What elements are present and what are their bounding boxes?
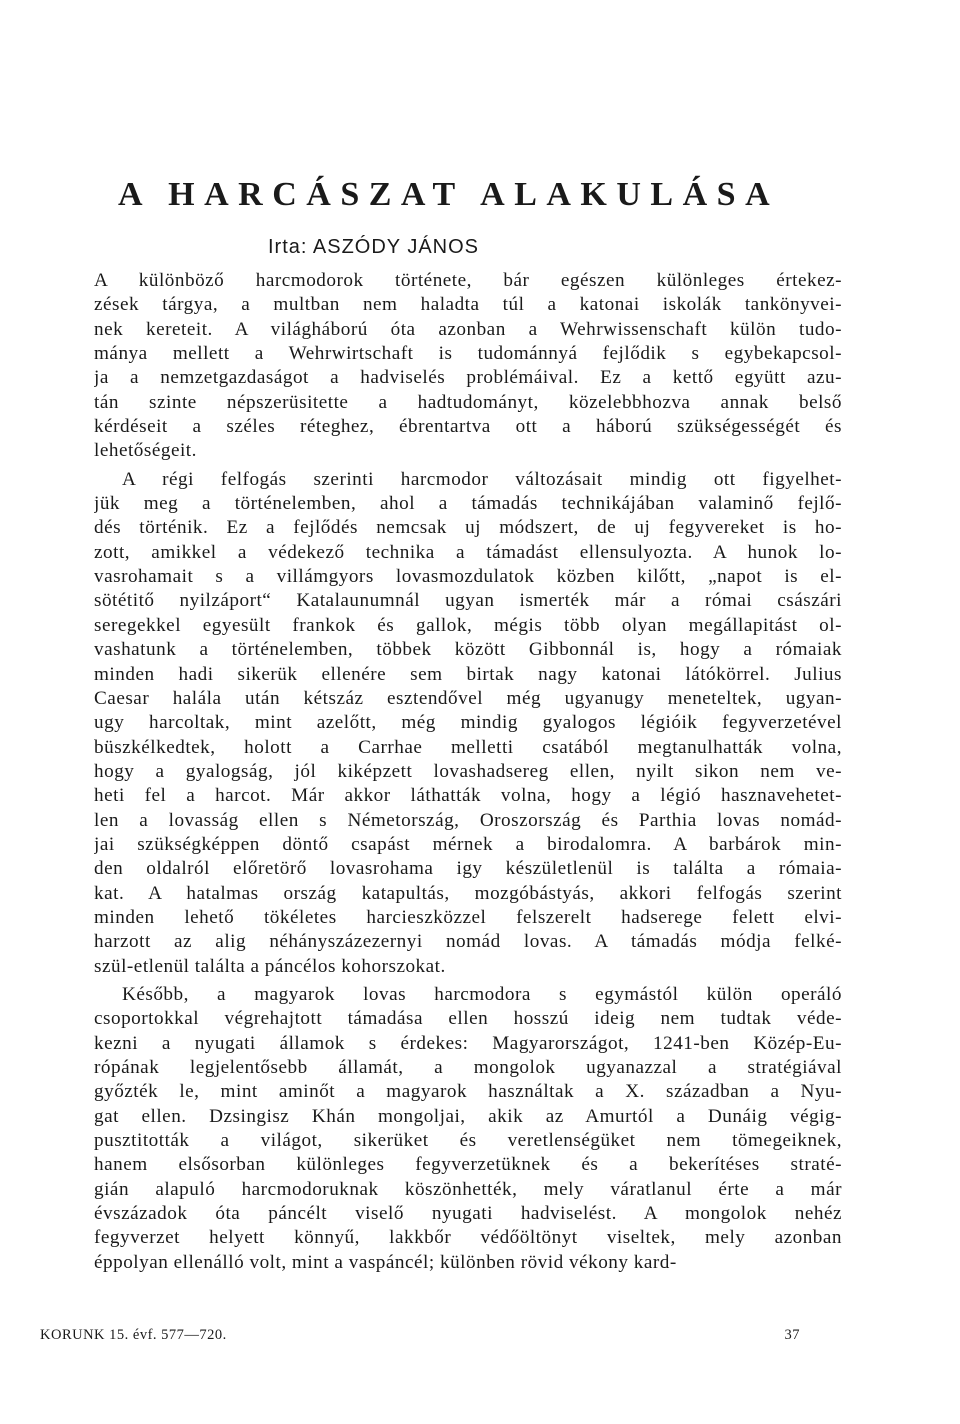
text-line: fegyverzet helyett könnyű, lakkbőr védőöltönyt viseltek, mely azonban xyxy=(94,1227,842,1249)
text-line: zések tárgya, a multban nem haladta túl a katonai iskolák tankönyvei- xyxy=(94,294,842,316)
article-body xyxy=(94,269,842,1275)
text-line: jük meg a történelemben, ahol a támadás technikájában valaminő fejlő- xyxy=(94,493,842,515)
text-line: hogy a gyalogság, jól kiképzett lovashadsereg ellen, nyilt sikon nem ve- xyxy=(94,760,842,782)
text-line: nek kereteit. A világháború óta azonban a Wehrwissenschaft külön tudo- xyxy=(94,318,842,340)
text-line: gián alapuló harcmodoruknak köszönhették, mely váratlanul érte a már xyxy=(94,1178,842,1200)
page-number: 37 xyxy=(784,1327,800,1343)
text-line: győzték le, mint aminőt a magyarok használtak a X. században a Nyu- xyxy=(94,1081,842,1103)
text-line: seregekkel egyesült frankok és gallok, mégis több olyan megállapitást ol- xyxy=(94,614,842,636)
text-line: Később, a magyarok lovas harcmodora s egymástól külön operáló xyxy=(122,983,842,1005)
text-line: minden hadi sikerük ellenére sem birtak nagy katonai látókörrel. Julius xyxy=(94,663,842,685)
paragraph xyxy=(94,468,842,979)
text-line: vashatunk a történelemben, többek között Gibbonnál is, hogy a rómaiak xyxy=(94,639,842,661)
text-line: zott, amikkel a védekező technika a támadást ellensulyozta. A hunok lo- xyxy=(94,541,842,563)
paragraph xyxy=(94,983,842,1275)
text-line: dés történik. Ez a fejlődés nemcsak uj módszert, de uj fegyvereket is ho- xyxy=(94,517,842,539)
text-line: sötétitő nyilzáport“ Katalaunumnál ugyan ismerték már a római császári xyxy=(94,590,842,612)
text-line: kezni a nyugati államok s érdekes: Magyarországot, 1241-ben Közép-Eu- xyxy=(94,1032,842,1054)
footer-source: KORUNK 15. évf. 577—720. xyxy=(40,1327,227,1343)
text-line: Caesar halála után kétszáz esztendővel még ugyanugy meneteltek, ugyan- xyxy=(94,687,842,709)
text-line: harzott az alig néhányszázezernyi nomád lovas. A támadás módja felké- xyxy=(94,931,842,953)
text-line: kérdéseit a széles réteghez, ébrentartva ott a háború szükségességét és xyxy=(94,416,842,438)
text-line: den oldalról előretörő lovasrohama igy készületlenül is találta a rómaia- xyxy=(94,858,842,880)
text-line: lehetőségeit. xyxy=(94,440,197,462)
text-line: szül-etlenül találta a páncélos kohorszokat. xyxy=(94,955,446,977)
text-line: kat. A hatalmas ország katapultás, mozgóbástyás, akkori felfogás szerint xyxy=(94,882,842,904)
text-line: vasrohamait s a villámgyors lovasmozdulatok közben kilőtt, „napot is el- xyxy=(94,566,842,588)
text-line: jai szükségképpen döntő csapást mérnek a birodalomra. A barbárok min- xyxy=(94,833,842,855)
text-line: hanem elsősorban különleges fegyverzetüknek és a bekerítéses straté- xyxy=(94,1154,842,1176)
article-title: A HARCÁSZAT ALAKULÁSA xyxy=(118,176,780,213)
text-line: ja a nemzetgazdaságot a hadviselés problémáival. Ez a kettő együtt azu- xyxy=(94,367,842,389)
text-line: len a lovasság ellen s Németország, Oroszország és Parthia lovas nomád- xyxy=(94,809,842,831)
text-line: A régi felfogás szerinti harcmodor változásait mindig ott figyelhet- xyxy=(122,468,842,490)
text-line: éppolyan ellenálló volt, mint a vaspáncél; különben rövid vékony kard- xyxy=(94,1251,677,1273)
text-line: A különböző harcmodorok története, bár egészen különleges értekez- xyxy=(94,270,842,291)
text-line: heti fel a harcot. Már akkor láthatták volna, hogy a légió hasznavehetet- xyxy=(94,785,842,807)
text-line: mánya mellett a Wehrwirtschaft is tudománnyá fejlődik s egybekapcsol- xyxy=(94,343,842,365)
text-line: rópának legjelentősebb államát, a mongolok ugyanazzal a stratégiával xyxy=(94,1057,842,1078)
paragraph xyxy=(94,269,842,464)
text-line: csoportokkal végrehajtott támadása ellen hosszú ideig nem tudtak véde- xyxy=(94,1008,842,1030)
text-line: évszázadok óta páncélt viselő nyugati hadviselést. A mongolok nehéz xyxy=(94,1203,842,1225)
article-byline: Irta: ASZÓDY JÁNOS xyxy=(268,236,480,258)
text-line: pusztitották a világot, sikerüket és veretlenségüket nem tömegeiknek, xyxy=(94,1130,842,1152)
text-line: ugy harcoltak, mint azelőtt, még mindig gyalogos légióik fegyverzetével xyxy=(94,712,842,734)
text-line: minden lehető tökéletes harcieszközzel felszerelt hadserege felett elvi- xyxy=(94,906,842,928)
text-line: tán szinte népszerüsitette a hadtudományt, közelebbhozva annak belső xyxy=(94,391,842,413)
text-line: gat ellen. Dzsingisz Khán mongoljai, akik az Amurtól a Dunáig végig- xyxy=(94,1105,842,1127)
text-line: büszkélkedtek, holott a Carrhae melletti csatából megtanulhatták volna, xyxy=(94,736,842,758)
